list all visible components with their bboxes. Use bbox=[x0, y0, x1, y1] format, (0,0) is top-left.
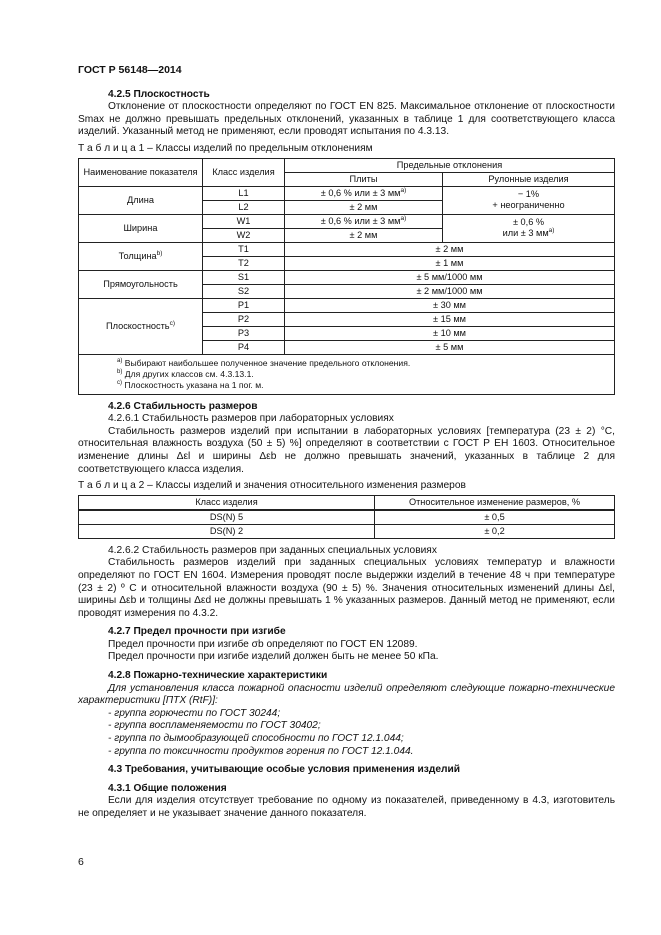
table2-cell: ± 0,5 bbox=[375, 510, 615, 525]
table2-header-change: Относительное изменение размеров, % bbox=[375, 495, 615, 510]
section-4-3-1-text: Если для изделия отсутствует требование по одному из показателей, приведенному в 4.3, изготовитель не определяет и не указывает значение данного показателя. bbox=[78, 795, 615, 819]
table1-row-label: Ширина bbox=[79, 214, 203, 242]
table1-cell: S1 bbox=[203, 270, 285, 284]
section-4-2-8-text: Для установления класса пожарной опасности изделий определяют следующие пожарно-технические характеристики [ПТХ (RtF)]: bbox=[78, 682, 615, 707]
table1-cell: W1 bbox=[203, 214, 285, 228]
table1-cell: ± 0,6 % или ± 3 $мм^{a)}$ bbox=[443, 214, 615, 242]
table1-header-rolls: Рулонные изделия bbox=[443, 172, 615, 186]
section-4-2-8-title: 4.2.8 Пожарно-технические характеристики bbox=[108, 670, 328, 682]
table1-footnotes bbox=[79, 354, 615, 394]
table1-cell: P4 bbox=[203, 340, 285, 354]
table1-cell: ± 5 мм/1000 мм bbox=[285, 270, 615, 284]
table2 bbox=[78, 495, 615, 539]
table1-cell: ± 2 мм bbox=[285, 242, 615, 256]
section-4-2-6-2-text: Стабильность размеров изделий при заданных специальных условиях температур и влажности определяют по ГОСТ EN 1604. Измерения проводят после выдержки изделий в течение 48 ч при температуре (23 ± 2) º С и относительной влажности воздуха (90 ± 5) %. Значения относительных изменений длины Δεl, ширины Δεb и толщины Δεd не должны превышать 1 % указанных размеров. Данный метод не применяют, если проводят измерения по 4.3.2. bbox=[78, 557, 615, 619]
table1-footnote-b: $^{b)}$ Для других классов см. 4.3.13.1. bbox=[117, 368, 254, 379]
table1-cell: W2 bbox=[203, 228, 285, 242]
table1-cell: ± 30 мм bbox=[285, 298, 615, 312]
section-4-3-title: 4.3 Требования, учитывающие особые условия применения изделий bbox=[108, 764, 461, 776]
table1-cell: P2 bbox=[203, 312, 285, 326]
table1-cell: L2 bbox=[203, 200, 285, 214]
table1-row-label: Плоскостность$^{c)}$ bbox=[79, 298, 203, 354]
section-4-2-8-item: - группа по дымообразующей способности по ГОСТ 12.1.044; bbox=[108, 733, 404, 745]
table1-header-class: Класс изделия bbox=[203, 158, 285, 186]
table1-footnote-a: $^{a)}$ Выбирают наибольшее полученное значение предельного отклонения. bbox=[117, 357, 411, 368]
table1-header-name: Наименование показателя bbox=[79, 158, 203, 186]
section-4-2-8-item: - группа по токсичности продуктов горения по ГОСТ 12.1.044. bbox=[108, 745, 414, 757]
table1-cell: L1 bbox=[203, 186, 285, 200]
table1-cell: ± 5 мм bbox=[285, 340, 615, 354]
table1-cell: ± 1 мм bbox=[285, 256, 615, 270]
table1 bbox=[78, 158, 615, 395]
table1-row-label: Толщина$^{b)}$ bbox=[79, 242, 203, 270]
table1-cell: ± 10 мм bbox=[285, 326, 615, 340]
table1-header-limits: Предельные отклонения bbox=[285, 158, 615, 172]
table1-row-label: Длина bbox=[79, 186, 203, 214]
table1-cell: P1 bbox=[203, 298, 285, 312]
table1-cell: ± 0,6 % или ± 3 $мм^{a)}$ bbox=[285, 186, 443, 200]
table1-footnote-c: $^{c)}$ Плоскостность указана на 1 пог. м. bbox=[117, 379, 264, 390]
table1-header-plates: Плиты bbox=[285, 172, 443, 186]
section-4-2-6-2-title: 4.2.6.2 Стабильность размеров при заданных специальных условиях bbox=[108, 544, 437, 556]
table1-cell: P3 bbox=[203, 326, 285, 340]
table2-cell: DS(N) 5 bbox=[79, 510, 375, 525]
section-4-2-6-1-text: Стабильность размеров изделий при испытании в лабораторных условиях [температура (23 ± 2) °С, относительная влажность воздуха (50 ± 5) %] определяют в соответствии с ГОСТ Р ЕН 1603. Относительное изменение длины Δεl и ширины Δεb не должно превышать значений, указанных в таблице 2 для соответствующего класса изделия. bbox=[78, 425, 615, 475]
table1-cell: − 1% + неограниченно bbox=[443, 186, 615, 214]
table1-cell: ± 2 мм bbox=[285, 228, 443, 242]
page-number: 6 bbox=[78, 856, 84, 868]
table1-row-label: Прямоугольность bbox=[79, 270, 203, 298]
section-4-2-5-title: 4.2.5 Плоскостность bbox=[108, 88, 210, 100]
table1-cell: ± 2 мм/1000 мм bbox=[285, 284, 615, 298]
section-4-2-7-title: 4.2.7 Предел прочности при изгибе bbox=[108, 626, 286, 638]
document-header: ГОСТ Р 56148—2014 bbox=[78, 64, 182, 76]
section-4-3-1-title: 4.3.1 Общие положения bbox=[108, 782, 227, 794]
table2-cell: DS(N) 2 bbox=[79, 524, 375, 538]
section-4-2-7-line1: Предел прочности при изгибе σb определяют по ГОСТ EN 12089. bbox=[108, 638, 418, 650]
section-4-2-8-item: - группа воспламеняемости по ГОСТ 30402; bbox=[108, 720, 321, 732]
table1-cell: S2 bbox=[203, 284, 285, 298]
table2-caption: Т а б л и ц а 2 – Классы изделий и значения относительного изменения размеров bbox=[78, 480, 466, 492]
table1-cell: ± 15 мм bbox=[285, 312, 615, 326]
table1-caption: Т а б л и ц а 1 – Классы изделий по предельным отклонениям bbox=[78, 142, 373, 154]
table1-cell: T1 bbox=[203, 242, 285, 256]
table1-cell: T2 bbox=[203, 256, 285, 270]
table1-cell: ± 2 мм bbox=[285, 200, 443, 214]
document-page bbox=[78, 64, 615, 821]
section-4-2-8-item: - группа горючести по ГОСТ 30244; bbox=[108, 707, 281, 719]
section-4-2-5-text: Отклонение от плоскостности определяют по ГОСТ EN 825. Максимальное отклонение от плоскостности Smax не должно превышать предельных отклонений, указанных в таблице 1 для соответствующего класса изделий. Указанный метод не применяют, если проводят испытания по 4.3.13. bbox=[78, 101, 615, 138]
table2-cell: ± 0,2 bbox=[375, 524, 615, 538]
section-4-2-6-1-title: 4.2.6.1 Стабильность размеров при лабораторных условиях bbox=[108, 413, 394, 425]
table2-header-class: Класс изделия bbox=[79, 495, 375, 510]
table1-cell: ± 0,6 % или ± 3 $мм^{a)}$ bbox=[285, 214, 443, 228]
section-4-2-6-title: 4.2.6 Стабильность размеров bbox=[108, 400, 258, 412]
section-4-2-7-line2: Предел прочности при изгибе изделий должен быть не менее 50 кПа. bbox=[108, 651, 439, 663]
